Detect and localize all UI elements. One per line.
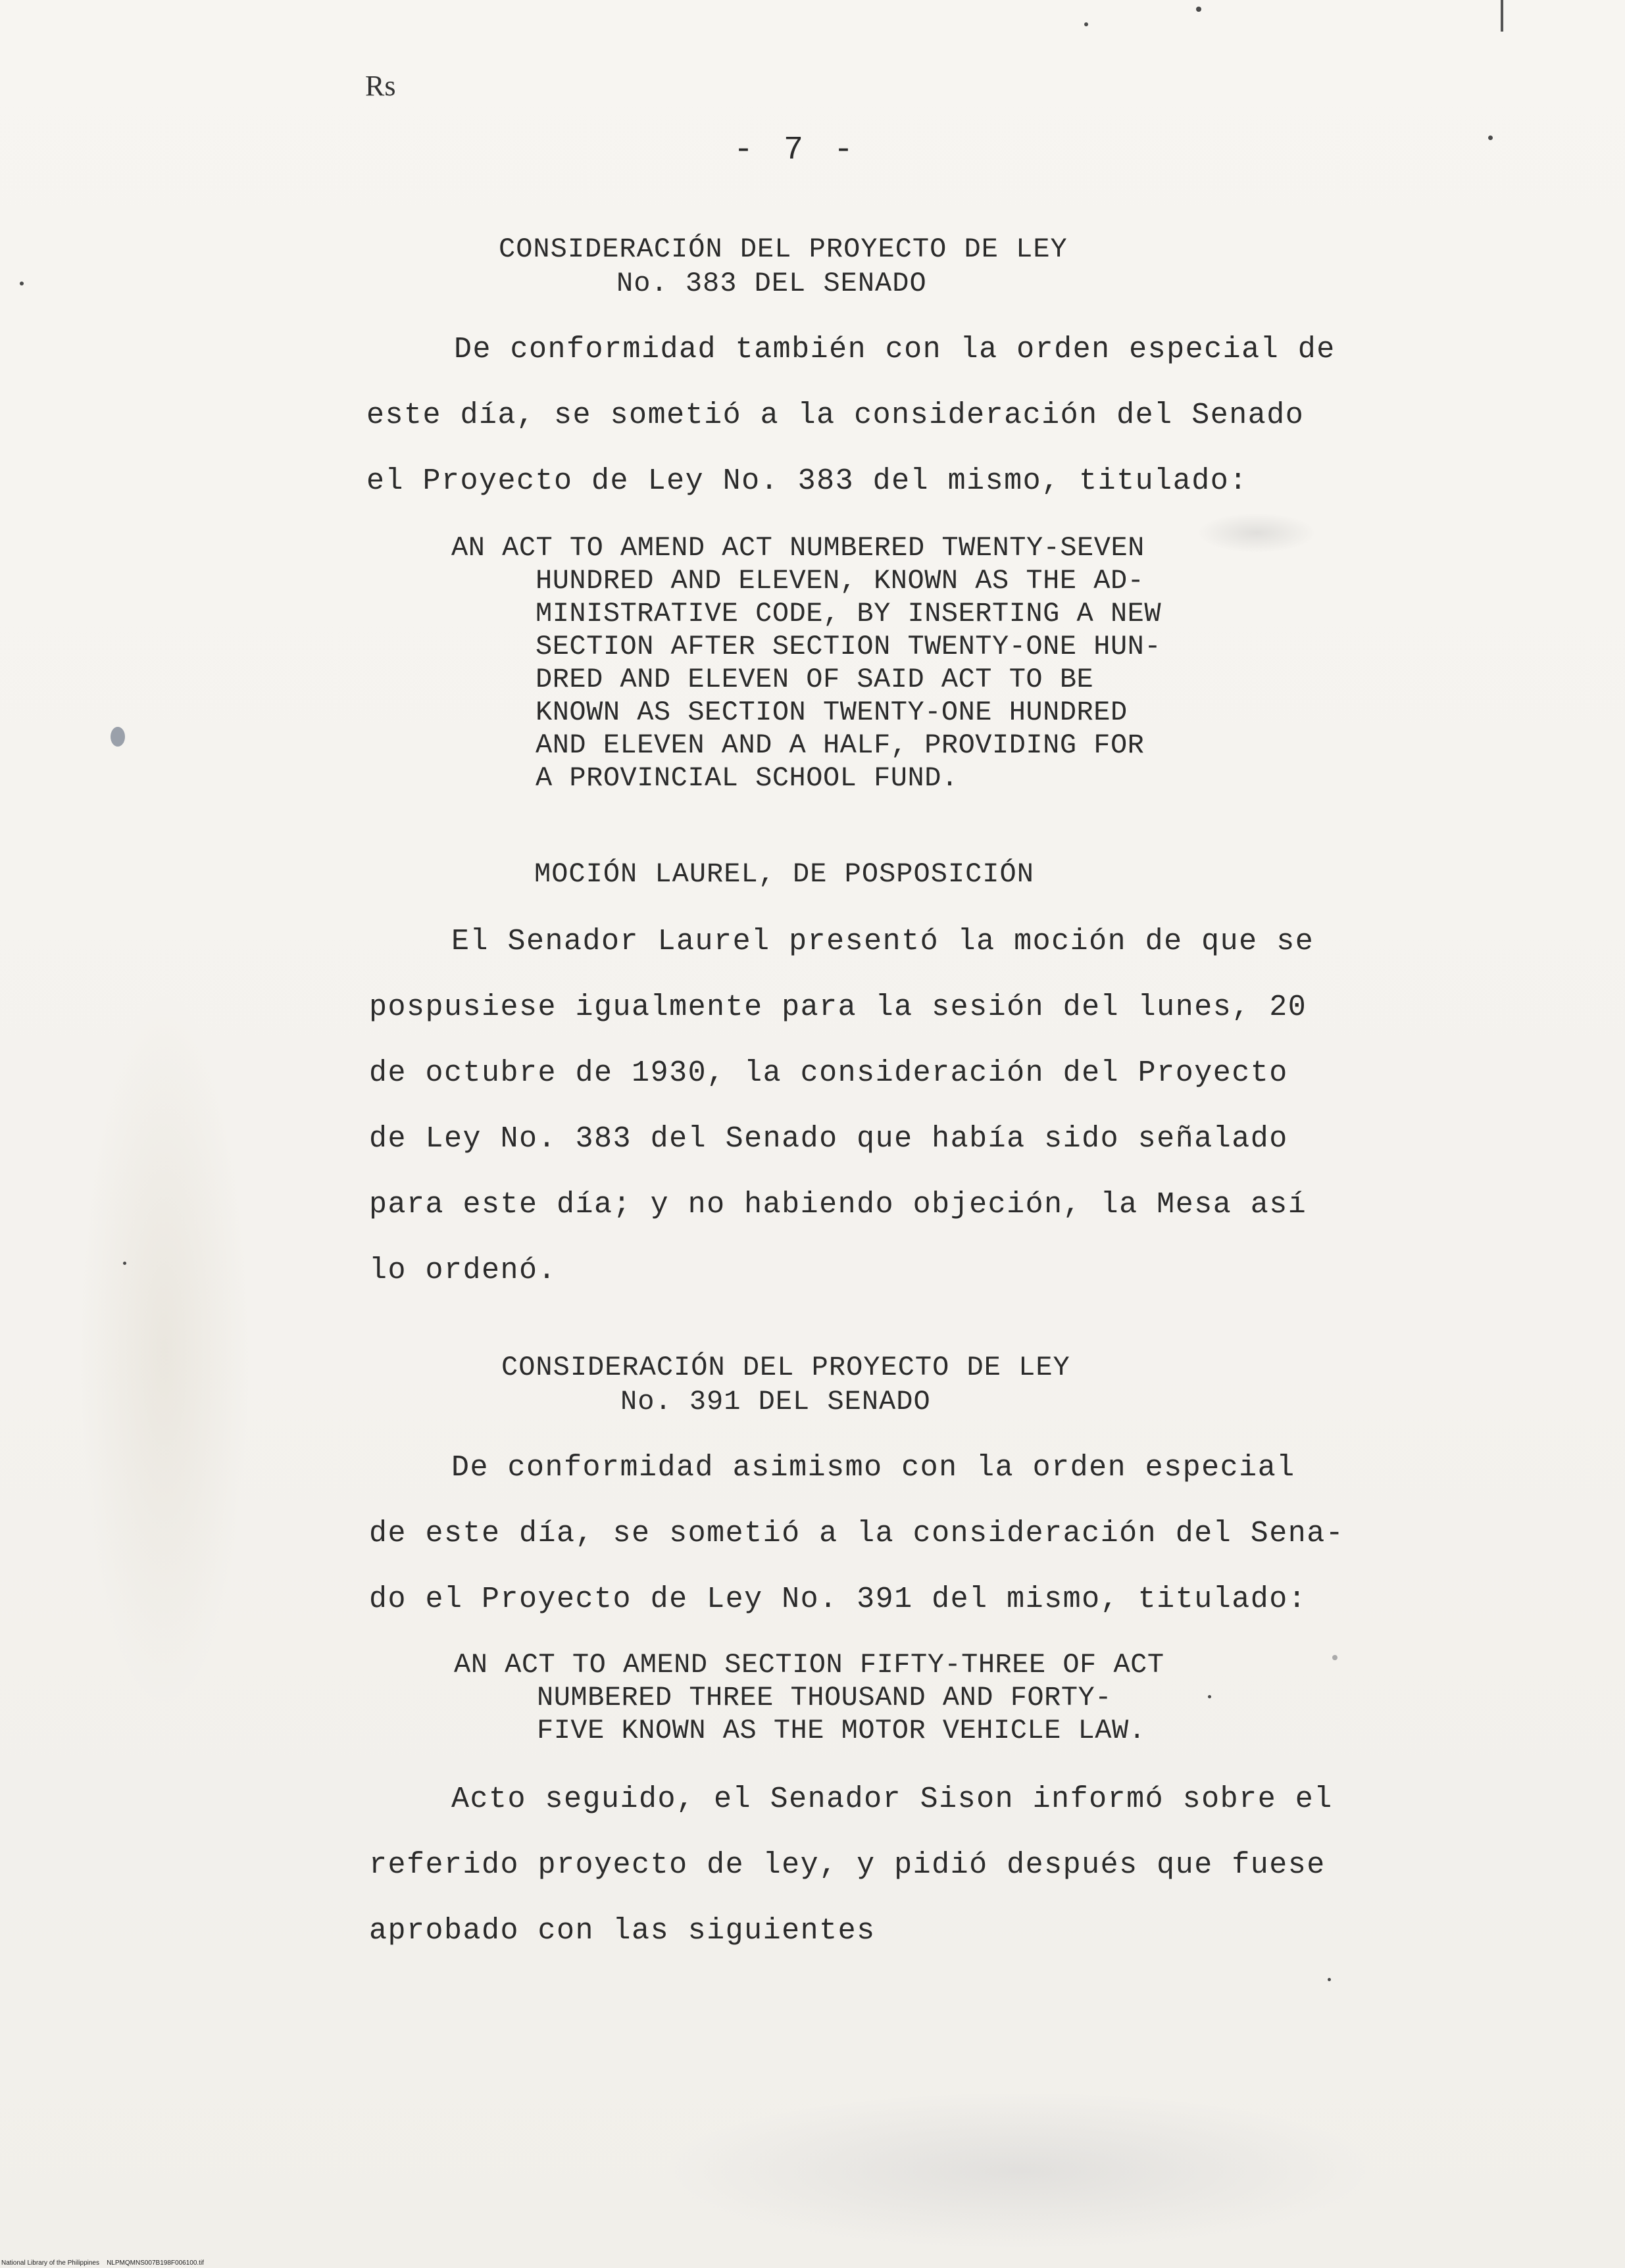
section-heading: No. 391 DEL SENADO (620, 1386, 931, 1418)
paper-stain (658, 2092, 1382, 2250)
bill-title-line: HUNDRED AND ELEVEN, KNOWN AS THE AD- (536, 565, 1145, 597)
edge-mark (1501, 0, 1503, 32)
bill-title-line: FIVE KNOWN AS THE MOTOR VEHICLE LAW. (537, 1715, 1146, 1746)
handwritten-initials: Rs (365, 70, 396, 102)
bill-title-line: DRED AND ELEVEN OF SAID ACT TO BE (536, 664, 1094, 695)
paragraph-line: de Ley No. 383 del Senado que había sido señalado (369, 1122, 1288, 1156)
paper-stain (1197, 513, 1316, 553)
bill-title-line: A PROVINCIAL SCHOOL FUND. (536, 762, 959, 794)
ink-speck (1084, 22, 1088, 26)
bill-title-line: NUMBERED THREE THOUSAND AND FORTY- (537, 1682, 1112, 1713)
ink-speck (1332, 1655, 1338, 1660)
paragraph-line: este día, se sometió a la consideración del Senado (366, 399, 1305, 432)
paragraph-line: referido proyecto de ley, y pidió después que fuese (369, 1848, 1326, 1882)
page-number: - 7 - (734, 132, 859, 169)
ink-speck (20, 282, 24, 285)
paragraph-line: aprobado con las siguientes (369, 1914, 876, 1948)
ink-speck (1196, 7, 1201, 12)
paragraph-line: el Proyecto de Ley No. 383 del mismo, titulado: (366, 464, 1248, 498)
ink-speck (1488, 136, 1493, 140)
paragraph-line: para este día; y no habiendo objeción, la Mesa así (369, 1188, 1307, 1221)
ink-speck (1208, 1695, 1211, 1698)
paragraph-line: De conformidad asimismo con la orden especial (451, 1451, 1295, 1485)
bill-title-line: KNOWN AS SECTION TWENTY-ONE HUNDRED (536, 697, 1128, 728)
bill-title-line: SECTION AFTER SECTION TWENTY-ONE HUN- (536, 631, 1162, 662)
paragraph-line: pospusiese igualmente para la sesión del lunes, 20 (369, 991, 1307, 1024)
paragraph-line: El Senador Laurel presentó la moción de que se (451, 925, 1314, 958)
section-heading: No. 383 DEL SENADO (616, 268, 927, 299)
ink-speck (123, 1262, 126, 1265)
bill-title-line: AND ELEVEN AND A HALF, PROVIDING FOR (536, 729, 1145, 761)
paragraph-line: Acto seguido, el Senador Sison informó sobre el (451, 1783, 1333, 1816)
paragraph-line: do el Proyecto de Ley No. 391 del mismo, titulado: (369, 1583, 1307, 1616)
section-heading: CONSIDERACIÓN DEL PROYECTO DE LEY (499, 234, 1068, 265)
bill-title-line: AN ACT TO AMEND ACT NUMBERED TWENTY-SEVEN (451, 532, 1145, 564)
ink-speck (1328, 1978, 1331, 1981)
paper-stain (79, 987, 250, 1710)
section-heading: MOCIÓN LAUREL, DE POSPOSICIÓN (534, 858, 1034, 890)
ink-speck (111, 727, 125, 747)
paragraph-line: De conformidad también con la orden especial de (454, 333, 1336, 366)
section-heading: CONSIDERACIÓN DEL PROYECTO DE LEY (501, 1352, 1070, 1383)
bill-title-line: AN ACT TO AMEND SECTION FIFTY-THREE OF ACT (454, 1649, 1164, 1681)
archive-footer: National Library of the Philippines NLPMQMNS007B198F006100.tif (1, 2259, 204, 2267)
paragraph-line: de este día, se sometió a la consideración del Sena- (369, 1517, 1345, 1550)
paragraph-line: de octubre de 1930, la consideración del Proyecto (369, 1056, 1288, 1090)
paragraph-line: lo ordenó. (369, 1254, 557, 1287)
bill-title-line: MINISTRATIVE CODE, BY INSERTING A NEW (536, 598, 1162, 629)
